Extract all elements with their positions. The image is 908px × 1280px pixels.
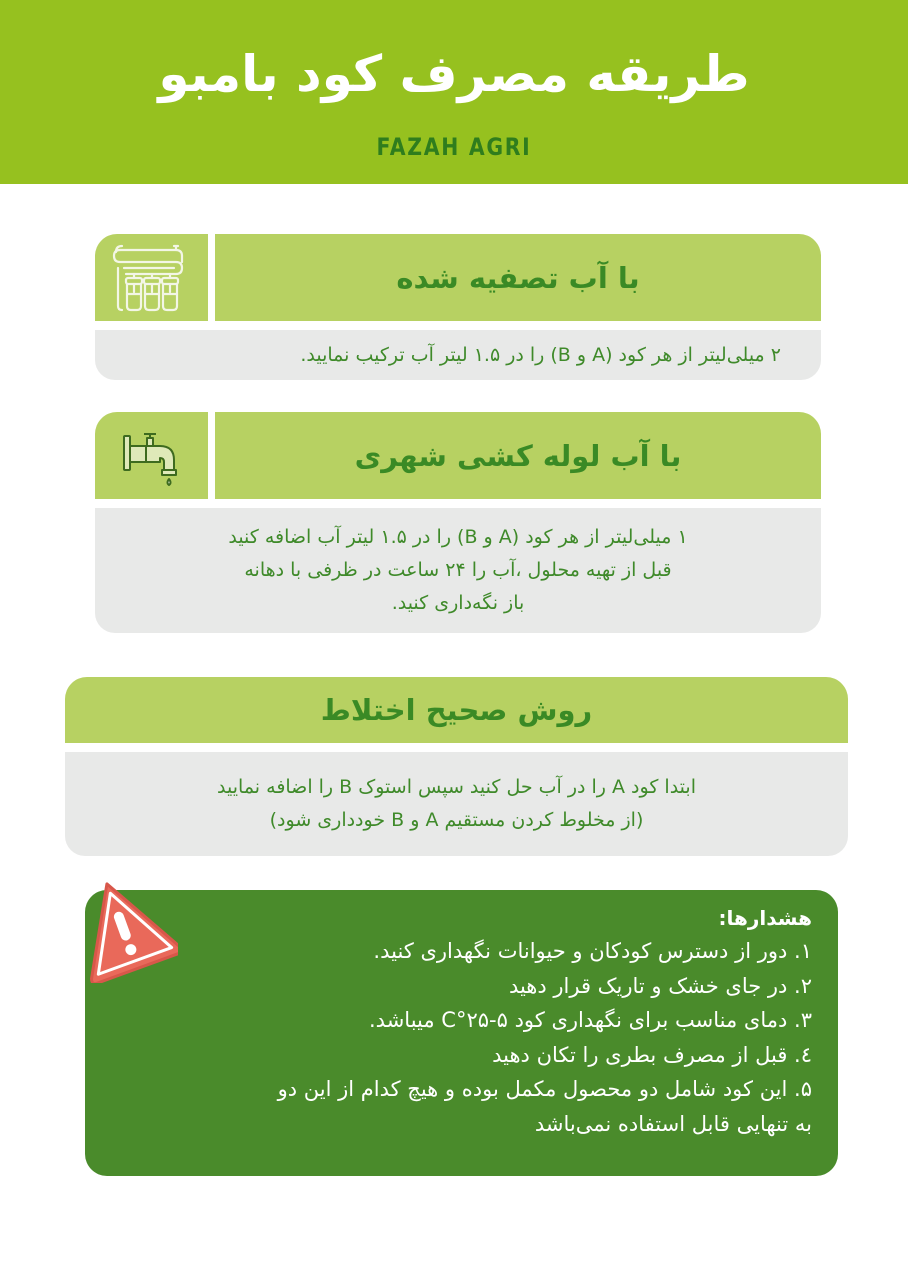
section-title: با آب تصفیه شده (215, 234, 821, 321)
body-line: ابتدا کود A را در آب حل کنید سپس استوک B را اضافه نمایید (217, 776, 696, 798)
body-line: (از مخلوط کردن مستقیم A و B خودداری شود) (269, 809, 644, 831)
section-purified-water (95, 234, 821, 380)
brand-name: FAZAH AGRI (376, 133, 532, 161)
warnings-list (115, 934, 812, 1141)
warnings-box (85, 890, 838, 1176)
body-line: ۱ میلی‌لیتر از هر کود (A و B) را در ۱.۵ لیتر آب اضافه کنید (228, 526, 688, 548)
section-header (95, 412, 821, 499)
section-body (65, 752, 848, 856)
section-body (95, 508, 821, 633)
faucet-icon (95, 412, 208, 499)
body-line: ۲ میلی‌لیتر از هر کود (A و B) را در ۱.۵ لیتر آب ترکیب نمایید. (300, 343, 781, 366)
section-title: روش صحیح اختلاط (65, 677, 848, 743)
section-header (65, 677, 848, 743)
section-tap-water (95, 412, 821, 633)
warning-item: ۳. دمای مناسب برای نگهداری کود ۵-۲۵°C میباشد. (369, 1008, 812, 1032)
body-line: قبل از تهیه محلول ،آب را ۲۴ ساعت در ظرفی با دهانه (244, 559, 672, 581)
header-banner (0, 0, 908, 184)
section-header (95, 234, 821, 321)
water-purifier-icon (95, 234, 208, 321)
warning-item: ٤. قبل از مصرف بطری را تکان دهید (492, 1042, 812, 1067)
section-mixing-method (65, 677, 848, 856)
header-divider (208, 234, 215, 321)
body-line: باز نگه‌داری کنید. (391, 592, 525, 614)
warnings-title: هشدارها: (718, 906, 812, 930)
warning-item: ۵. این کود شامل دو محصول مکمل بوده و هیچ کدام از این دو (277, 1077, 812, 1101)
warning-item: ۱. دور از دسترس کودکان و حیوانات نگهداری کنید. (373, 939, 812, 963)
section-title: با آب لوله کشی شهری (215, 412, 821, 499)
header-divider (208, 412, 215, 499)
warning-item: به تنهایی قابل استفاده نمی‌باشد (534, 1111, 812, 1136)
section-body (95, 330, 821, 380)
page-title: طریقه مصرف کود بامبو (158, 45, 750, 103)
warning-triangle-icon (68, 873, 178, 983)
warning-item: ۲. در جای خشک و تاریک قرار دهید (508, 973, 812, 998)
